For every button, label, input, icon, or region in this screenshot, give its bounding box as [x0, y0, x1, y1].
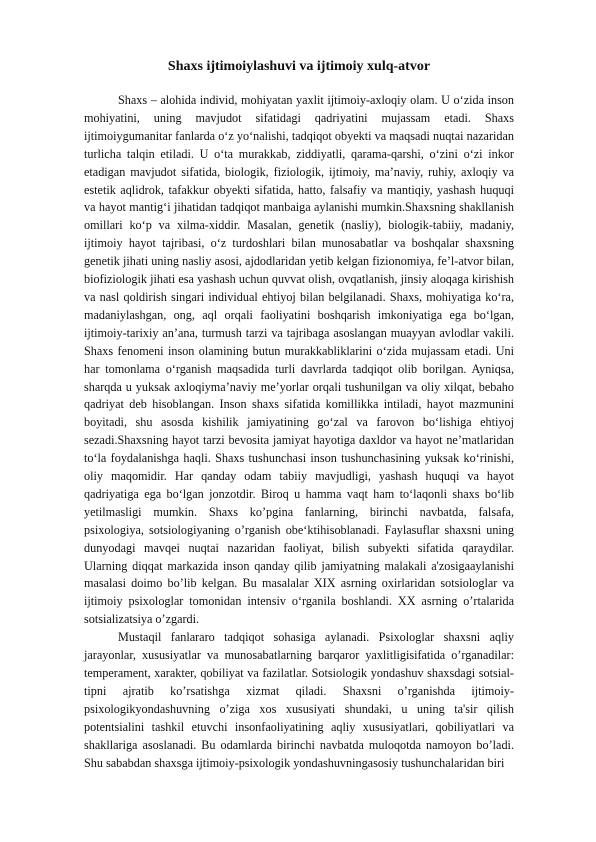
page-title: Shaxs ijtimoiylashuvi va ijtimoiy xulq-atvor	[167, 59, 431, 74]
body-paragraph-1: Shaxs – alohida individ, mohiyatan yaxlit ijtimoiy-axloqiy olam. U o‘zida inson mohiyatini, uning mavjudot sifatidagi qadriyatini mujassam etadi. Shaxs ijtimoiygumanitar fanlarda o‘z yo‘nalishi, tadqiqot obyekti va maqsadi nuqtai nazaridan turlicha talqin etiladi. U o‘ta murakkab, ziddiyatli, qarama-qarshi, o‘zini o‘zi inkor etadigan mavjudot sifatida, biologik, fiziologik, ijtimoiy, ma’naviy, ruhiy, axloqiy va estetik aqlidrok, tafakkur obyekti sifatida, hatto, falsafiy va mantiqiy, yashash huquqi va hayot mantig‘i jihatidan tadqiqot manbaiga aylanishi mumkin.Shaxsning shakllanish omillari ko‘p va xilma-xiddir. Masalan, genetik (nasliy), biologik-tabiiy, madaniy, ijtimoiy hayot tajribasi, o‘z turdoshlari bilan munosabatlar va boshqalar shaxsning genetik jihati uning nasliy asosi, ajdodlaridan yetib kelgan fizionomiya, fe’l-atvor bilan, biofiziologik jihati esa yashash uchun quvvat olish, ovqatlanish, jinsiy aloqaga kirishish va nasl qoldirish singari individual ehtiyoj bilan belgilanadi. Shaxs, mohiyatiga ko‘ra, madaniylashgan, ong, aql orqali faoliyatini boshqarish imkoniyatiga ega bo‘lgan, ijtimoiy-tarixiy an’ana, turmush tarzi va tajribaga asoslangan muayyan avlodlar vakili. Shaxs fenomeni inson olamining butun murakkabliklarini o‘zida mujassam etadi. Uni har tomonlama o‘rganish maqsadida turli davrlarda tadqiqot olib borilgan. Ayniqsa, sharqda u yuksak axloqiyma’naviy me’yorlar orqali tushunilgan va oliy xilqat, bebaho qadriyat deb hisoblangan. Inson shaxs sifatida komillikka intiladi, hayot mazmunini boyitadi, shu asosda kishilik jamiyatining go‘zal va farovon bo‘lishiga ehtiyoj sezadi.Shaxsning hayot tarzi bevosita jamiyat hayotiga daxldor va hayot ne’matlaridan to‘la foydalanishga haqli. Shaxs tushunchasi inson tushunchasining yuksak ko‘rinishi, oliy maqomidir. Har qanday odam tabiiy mavjudligi, yashash huquqi va hayot qadriyatiga ega bo‘lgan jonzotdir. Biroq u hamma vaqt ham to‘laqonli shaxs bo‘lib yetilmasligi mumkin. Shaxs ko’pgina fanlarning, birinchi navbatda, falsafa, psixologiya, sotsiologiyaning o’rganish obe‘ktihisoblanadi. Faylasuflar shaxsni uning dunyodagi mavqei nuqtai nazaridan faoliyat, bilish subyekti sifatida qaraydilar. Ularning diqqat markazida inson qanday qilib jamiyatning malakali a'zosigaaylanishi masalasi doimo bo’lib kelgan. Bu masalalar XIX asrning oxirlaridan sotsiologlar va ijtimoiy psixologlar tomonidan intensiv o‘rganila boshlandi. XX asrning o’rtalarida sotsializatsiya o’zgardi.	[84, 93, 514, 627]
body-paragraph-2: Mustaqil fanlararo tadqiqot sohasiga aylanadi. Psixologlar shaxsni aqliy jarayonlar, xususiyatlar va munosabatlarning barqaror yaxlitligisifatida o’rganadilar: temperament, xarakter, qobiliyat va fazilatlar. Sotsiologik yondashuv shaxsdagi sotsial-tipni ajratib ko’rsatishga xizmat qiladi. Shaxsni o’rganishda ijtimoiy-psixologikyondashuvning o’ziga xos xususiyati shundaki, u uning ta'sir qilish potentsialini tashkil etuvchi insonfaoliyatining aqliy xususiyatlari, qobiliyatlari va shakllariga asoslanadi. Bu odamlarda birinchi navbatda muloqotda namoyon bo’ladi. Shu sababdan shaxsga ijtimoiy-psixologik yondashuvningasosiy tushunchalaridan biri	[84, 630, 514, 770]
